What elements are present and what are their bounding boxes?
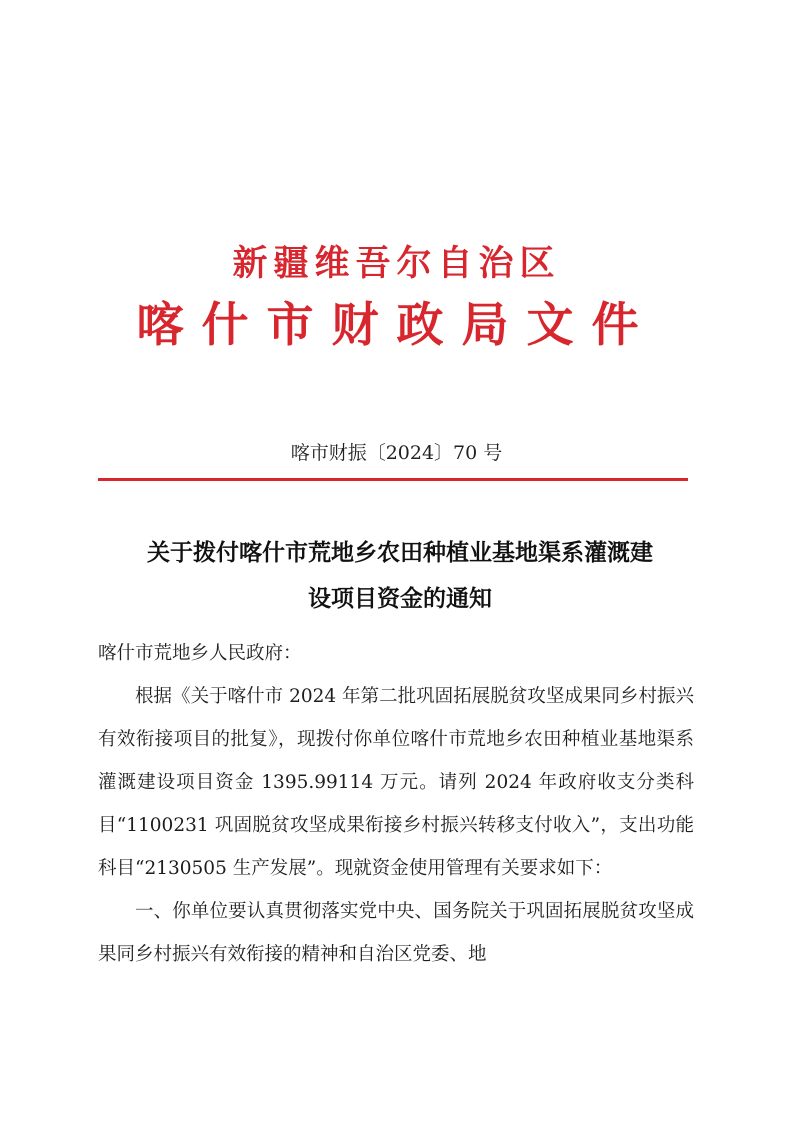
document-number: 喀市财振〔2024〕70 号 [290,442,503,464]
body-paragraph-2: 一、你单位要认真贯彻落实党中央、国务院关于巩固拓展脱贫攻坚成果同乡村振兴有效衔接的精神和自治区党委、地 [98,901,694,965]
body-paragraph-1: 根据《关于喀什市 2024 年第二批巩固拓展脱贫攻坚成果同乡村振兴有效衔接项目的批复》，现拨付你单位喀什市荒地乡农田种植业基地渠系灌溉建设项目资金 1395.99114 万元。请列 2024 年政府收支分类科目“1100231 巩固脱贫攻坚成果衔接乡村振兴转移支付收入”，支出功能科目“2130505 生产发展”。现就资金使用管理有关要求如下： [98,686,694,879]
header-region: 新疆维吾尔自治区 [232,243,561,284]
title-line-2: 设项目资金的通知 [308,586,492,612]
document-title [95,530,705,622]
document-body [98,632,694,976]
title-line-1: 关于拨付喀什市荒地乡农田种植业基地渠系灌溉建 [147,540,653,566]
addressee: 喀什市荒地乡人民政府： [98,643,302,664]
red-separator-line [98,478,688,481]
header-issuer: 喀什市财政局文件 [136,298,657,353]
